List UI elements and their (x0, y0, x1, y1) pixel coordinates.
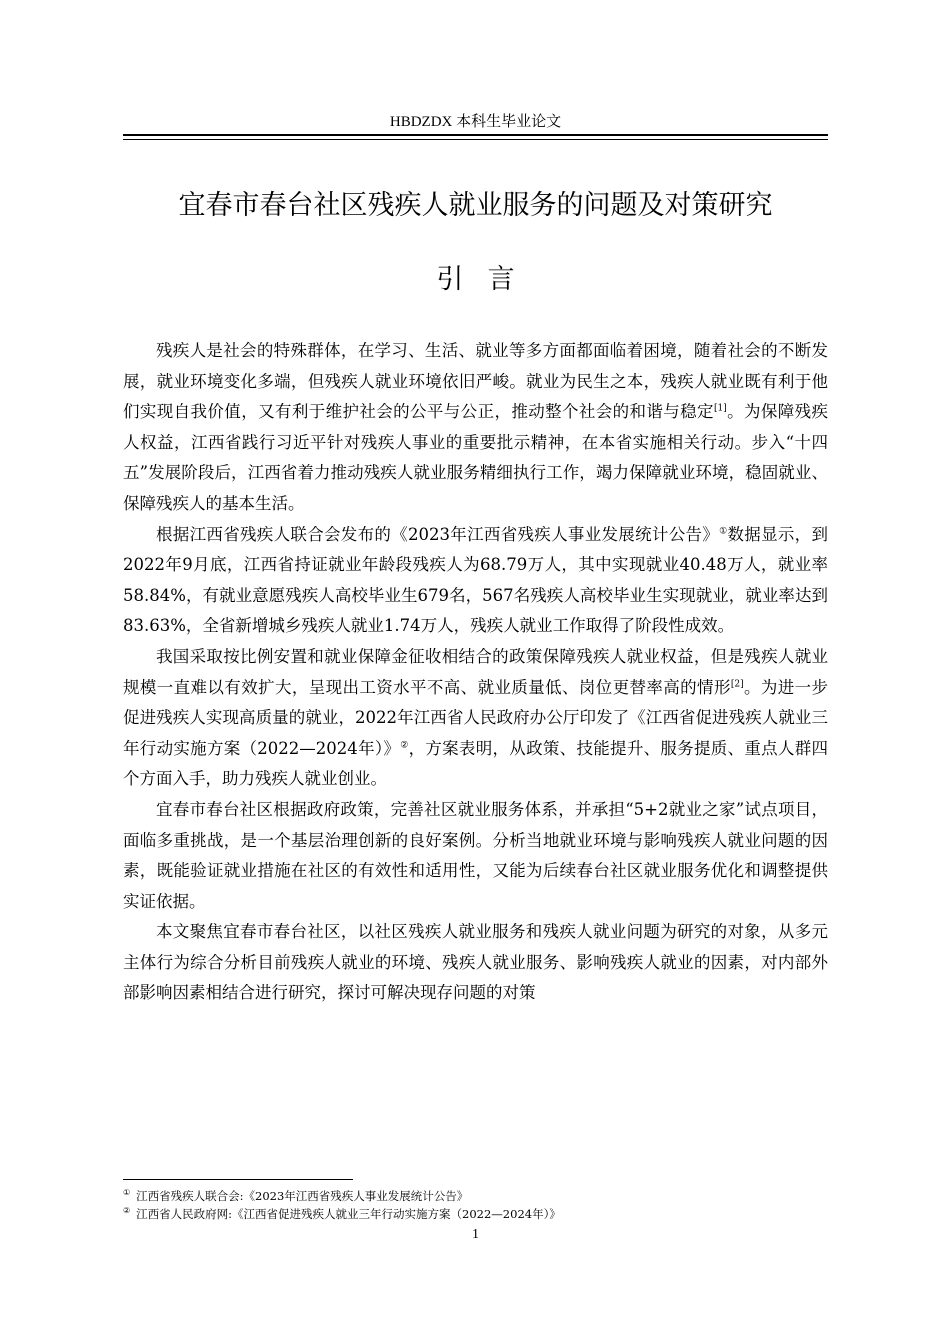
paragraph-text: 根据江西省残疾人联合会发布的《2023年江西省残疾人事业发展统计公告》 (156, 524, 720, 544)
body-paragraph (123, 795, 828, 917)
citation-marker: [2] (730, 679, 744, 690)
section-heading: 引言 (436, 264, 539, 295)
paragraph-text: 。为进一步促进残疾人实现高质量的就业，2022年江西省人民政府办公厅印发了《江西省促进残疾人就业三年行动实施方案（2022—2024年）》 (123, 677, 829, 758)
body-paragraph (123, 642, 828, 795)
footnotes (123, 1187, 828, 1223)
paragraph-text: ，方案表明，从政策、技能提升、服务提质、重点人群四个方面入手，助力残疾人就业创业。 (123, 738, 828, 789)
body-paragraph (123, 520, 828, 642)
body-paragraph (123, 336, 828, 520)
footnote-marker: ① (123, 1188, 131, 1198)
citation-marker: ② (400, 740, 409, 751)
header-rule-thick (123, 134, 828, 136)
paragraph-text: 宜春市春台社区根据政府政策，完善社区就业服务体系，并承担“5+2就业之家”试点项目，面临多重挑战，是一个基层治理创新的良好案例。分析当地就业环境与影响残疾人就业问题的因素，既能验证就业措施在社区的有效性和适用性，又能为后续春台社区就业服务优化和调整提供实证依据。 (123, 799, 828, 911)
footnote (123, 1205, 828, 1223)
paper-title: 宜春市春台社区残疾人就业服务的问题及对策研究 (178, 190, 773, 221)
paragraph-text: 。为保障残疾人权益，江西省践行习近平针对残疾人事业的重要批示精神，在本省实施相关行动。步入“十四五”发展阶段后，江西省着力推动残疾人就业服务精细执行工作，竭力保障就业环境，稳固就业、保障残疾人的基本生活。 (123, 402, 829, 513)
paragraph-text: 数据显示，到2022年9月底，江西省持证就业年龄段残疾人为68.79万人，其中实现就业40.48万人，就业率58.84%，有就业意愿残疾人高校毕业生679名，567名残疾人高校毕业生实现就业，就业率达到83.63%，全省新增城乡残疾人就业1.74万人，残疾人就业工作取得了阶段性成效。 (123, 524, 828, 636)
footnote-text: 江西省残疾人联合会:《2023年江西省残疾人事业发展统计公告》 (136, 1189, 469, 1203)
header-rule-thin (123, 139, 828, 140)
footnote-text: 江西省人民政府网:《江西省促进残疾人就业三年行动实施方案（2022—2024年）》 (136, 1207, 561, 1221)
paragraph-text: 我国采取按比例安置和就业保障金征收相结合的政策保障残疾人就业权益，但是残疾人就业规模一直难以有效扩大，呈现出工资水平不高、就业质量低、岗位更替率高的情形 (123, 646, 828, 697)
citation-marker: ① (719, 526, 728, 537)
running-header: HBDZDX 本科生毕业论文 (389, 114, 562, 130)
paragraph-text: 残疾人是社会的特殊群体，在学习、生活、就业等多方面都面临着困境，随着社会的不断发展，就业环境变化多端，但残疾人就业环境依旧严峻。就业为民生之本，残疾人就业既有利于他们实现自我价值，又有利于维护社会的公平与公正，推动整个社会的和谐与稳定 (123, 341, 828, 422)
footnote-marker: ② (123, 1206, 131, 1216)
paragraph-text: 本文聚焦宜春市春台社区，以社区残疾人就业服务和残疾人就业问题为研究的对象，从多元主体行为综合分析目前残疾人就业的环境、残疾人就业服务、影响残疾人就业的因素，对内部外部影响因素相结合进行研究，探讨可解决现存问题的对策 (123, 922, 828, 1003)
footnote (123, 1187, 828, 1205)
footnote-separator (123, 1179, 353, 1180)
page-number: 1 (472, 1227, 479, 1242)
body-text (123, 336, 828, 1009)
body-paragraph (123, 917, 828, 1009)
citation-marker: [1] (713, 403, 727, 414)
